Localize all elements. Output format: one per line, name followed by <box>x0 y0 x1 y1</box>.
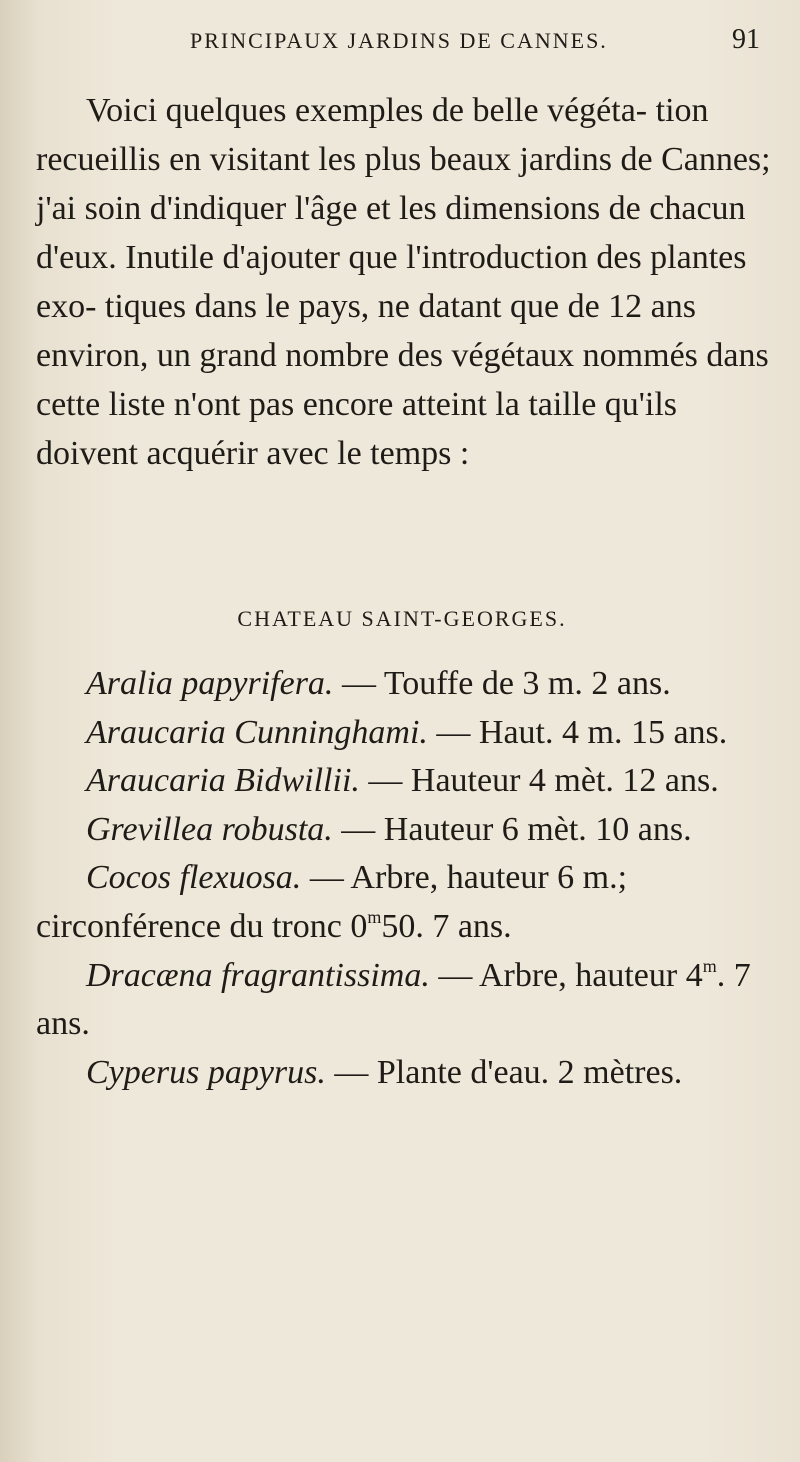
entry-description-cont: 50. 7 ans. <box>381 907 512 945</box>
plant-entry <box>36 709 776 758</box>
species-name: Araucaria Bidwillii. <box>86 762 360 800</box>
entry-description: — Touffe de 3 m. 2 ans. <box>333 665 671 702</box>
species-name: Cyperus papyrus. <box>86 1053 326 1091</box>
plant-entry <box>36 806 776 855</box>
species-name: Araucaria Cunninghami. <box>86 713 428 751</box>
unit-superscript: m <box>702 955 717 976</box>
intro-paragraph: Voici quelques exemples de belle végéta- tion recueillis en visitant les plus beaux jardins de Cannes; j'ai soin d'indiquer l'âge et les dimensions de chacun d'eux. Inutile d'ajouter que l'introduction des plantes exo- tiques dans le pays, ne datant que de 12 ans environ, un grand nombre des végétaux nommés dans cette liste n'ont pas encore atteint la taille qu'ils doivent acquérir avec le temps : <box>36 92 771 472</box>
section-title: CHATEAU SAINT-GEORGES. <box>237 606 567 631</box>
entry-description: — Hauteur 6 mèt. 10 ans. <box>332 810 692 848</box>
entry-description: — Hauteur 4 mèt. 12 ans. <box>359 762 719 800</box>
entry-description: — Arbre, hauteur 6 m.; circonférence du tronc 0 <box>36 859 628 945</box>
species-name: Cocos flexuosa. <box>86 859 302 897</box>
plant-entry <box>36 952 776 1049</box>
entry-description: — Plante d'eau. 2 mètres. <box>325 1053 683 1091</box>
species-name: Aralia papyrifera. <box>86 665 334 702</box>
plant-entry <box>36 660 776 709</box>
species-name: Dracæna fragrantissima. <box>86 956 430 994</box>
entry-description: — Haut. 4 m. 15 ans. <box>427 713 728 751</box>
plant-entry <box>36 1049 776 1098</box>
running-title: PRINCIPAUX JARDINS DE CANNES. <box>190 28 608 53</box>
plant-entry <box>36 854 776 951</box>
entry-description-cont: . 7 ans. <box>36 956 751 1043</box>
page-number: 91 <box>732 24 760 55</box>
entry-description: — Arbre, hauteur 4 <box>429 956 703 994</box>
plant-list <box>36 660 776 1097</box>
species-name: Grevillea robusta. <box>86 810 333 848</box>
running-head <box>190 24 760 55</box>
unit-superscript: m <box>367 906 382 927</box>
plant-entry <box>36 757 776 806</box>
